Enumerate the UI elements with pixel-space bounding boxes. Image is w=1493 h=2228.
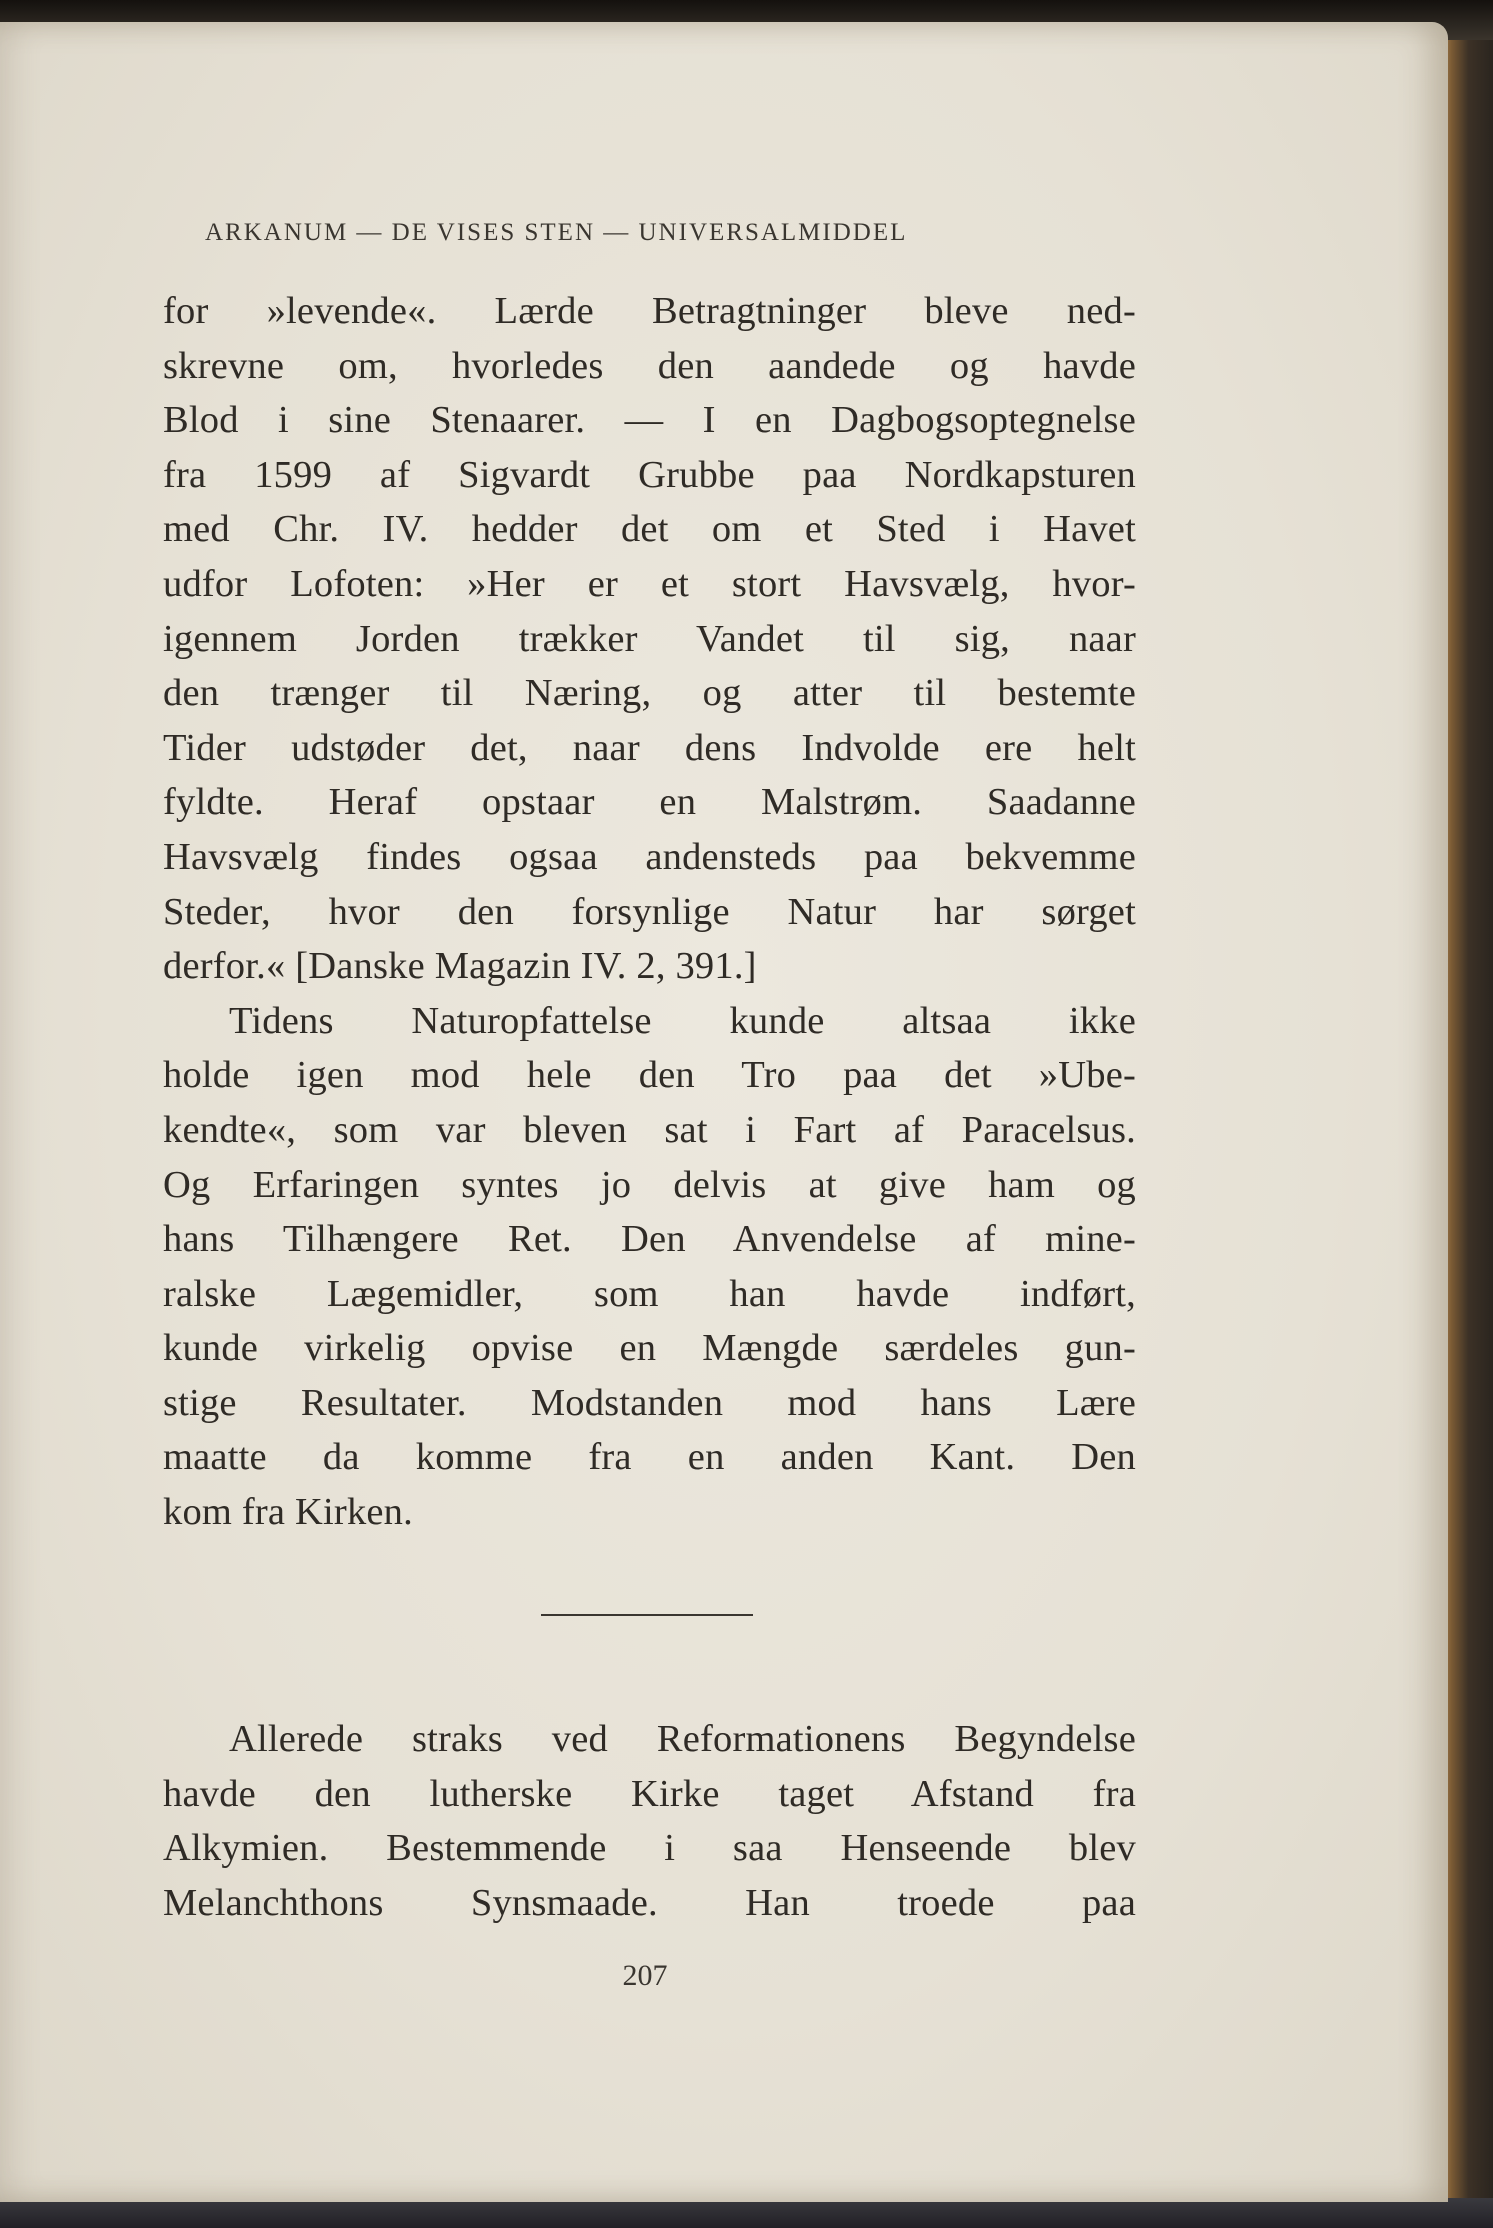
text-line: Tider udstøder det, naar dens Indvolde ere helt [163,726,1136,769]
text-line: stige Resultater. Modstanden mod hans Lære [163,1381,1136,1424]
text-line: hans Tilhængere Ret. Den Anvendelse af mine- [163,1218,1136,1261]
text-line: holde igen mod hele den Tro paa det »Ube- [163,1054,1136,1097]
text-line: Tidens Naturopfattelse kunde altsaa ikke [229,999,1136,1042]
text-line: fyldte. Heraf opstaar en Malstrøm. Saadanne [163,781,1136,824]
text-line: udfor Lofoten: »Her er et stort Havsvælg, hvor- [163,562,1136,605]
second-section-text [163,1712,1136,1930]
book-page [0,22,1448,2202]
text-line: Allerede straks ved Reformationens Begyndelse [229,1718,1136,1760]
text-line: kom fra Kirken. [163,1491,413,1534]
text-line: Steder, hvor den forsynlige Natur har sørget [163,890,1136,933]
text-line: Blod i sine Stenaarer. — I en Dagbogsoptegnelse [163,399,1136,442]
text-line: kendte«, som var bleven sat i Fart af Paracelsus. [163,1108,1136,1151]
main-text [163,284,1136,1540]
text-line: Alkymien. Bestemmende i saa Henseende blev [163,1827,1136,1870]
text-line: Melanchthons Synsmaade. Han troede paa [163,1881,1136,1924]
text-line: den trænger til Næring, og atter til bestemte [163,672,1136,715]
text-line: havde den lutherske Kirke taget Afstand fra [163,1772,1136,1815]
text-line: skrevne om, hvorledes den aandede og havde [163,344,1136,387]
text-line: derfor.« [Danske Magazin IV. 2, 391.] [163,945,757,988]
text-line: kunde virkelig opvise en Mængde særdeles gun- [163,1327,1136,1370]
text-line: Og Erfaringen syntes jo delvis at give ham og [163,1163,1136,1206]
section-divider [541,1614,753,1616]
page-number: 207 [622,1959,668,1992]
text-line: fra 1599 af Sigvardt Grubbe paa Nordkapsturen [163,453,1136,496]
text-line: for »levende«. Lærde Betragtninger bleve ned- [163,290,1136,332]
text-line: maatte da komme fra en anden Kant. Den [163,1436,1136,1479]
running-head: ARKANUM — DE VISES STEN — UNIVERSALMIDDEL [205,219,908,246]
text-line: igennem Jorden trækker Vandet til sig, naar [163,617,1136,660]
text-line: ralske Lægemidler, som han havde indført, [163,1272,1136,1315]
text-line: Havsvælg findes ogsaa andensteds paa bekvemme [163,835,1136,878]
text-line: med Chr. IV. hedder det om et Sted i Havet [163,508,1136,551]
book-bottom-edge [0,2198,1493,2228]
